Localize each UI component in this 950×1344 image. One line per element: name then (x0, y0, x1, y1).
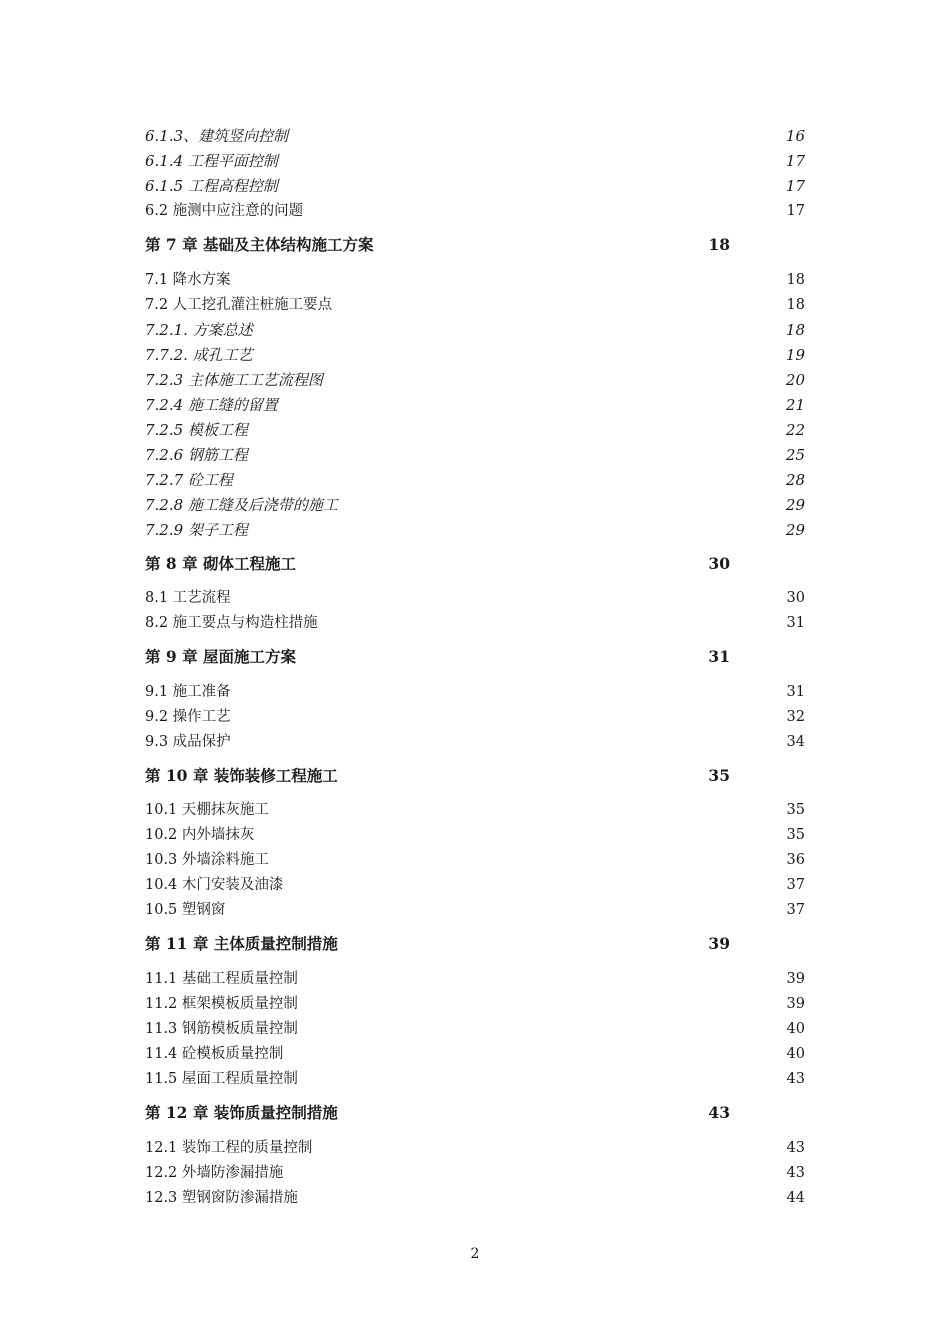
toc-entry-title: 9.1 施工准备 (145, 684, 231, 700)
toc-entry-page: 31 (786, 615, 805, 631)
toc-entry-title: 10.4 木门安装及油漆 (145, 877, 284, 893)
toc-chapter-page: 39 (708, 934, 730, 953)
toc-entry-page: 29 (785, 521, 805, 539)
toc-entry-page: 30 (786, 590, 805, 606)
toc-entry-page: 17 (785, 177, 805, 195)
toc-entry-title: 6.1.3、建筑竖向控制 (145, 127, 289, 145)
toc-entry-title: 11.1 基础工程质量控制 (145, 971, 298, 987)
toc-entry-title: 6.1.4 工程平面控制 (145, 152, 278, 170)
toc-entry-title: 7.2.4 施工缝的留置 (145, 396, 278, 414)
toc-chapter-title: 第 8 章 砌体工程施工 (145, 554, 296, 573)
toc-chapter-page: 43 (708, 1103, 730, 1122)
toc-entry-title: 11.5 屋面工程质量控制 (145, 1071, 298, 1087)
toc-entry-title: 7.7.2. 成孔工艺 (145, 346, 253, 364)
toc-entry-title: 11.4 砼模板质量控制 (145, 1046, 284, 1062)
toc-entry-page: 44 (786, 1190, 805, 1206)
toc-entry-title: 12.3 塑钢窗防渗漏措施 (145, 1190, 298, 1206)
toc-entry-title: 10.1 天棚抹灰施工 (145, 802, 269, 818)
toc-entry-title: 12.2 外墙防渗漏措施 (145, 1165, 284, 1181)
toc-entry-title: 7.1 降水方案 (145, 272, 231, 288)
toc-entry-title: 7.2.6 钢筋工程 (145, 446, 248, 464)
toc-entry-page: 21 (785, 396, 805, 414)
toc-entry-title: 7.2 人工挖孔灌注桩施工要点 (145, 297, 333, 313)
toc-entry-title: 10.5 塑钢窗 (145, 902, 226, 918)
toc-chapter-page: 31 (708, 647, 730, 666)
toc-chapter-page: 18 (708, 235, 730, 254)
toc-chapter-page: 35 (708, 766, 730, 785)
toc-chapter-title: 第 11 章 主体质量控制措施 (145, 934, 338, 953)
toc-entry-page: 35 (786, 802, 805, 818)
toc-entry-title: 7.2.9 架子工程 (145, 521, 248, 539)
page-number: 2 (470, 1246, 480, 1262)
toc-entry-page: 28 (785, 471, 805, 489)
toc-entry-page: 39 (786, 996, 805, 1012)
toc-entry-page: 17 (786, 203, 805, 219)
toc-chapter-page: 30 (708, 554, 730, 573)
toc-entry-page: 22 (785, 421, 805, 439)
toc-entry-page: 18 (785, 321, 805, 339)
toc-chapter-title: 第 7 章 基础及主体结构施工方案 (145, 235, 374, 254)
toc-entry-page: 18 (786, 297, 805, 313)
toc-entry-page: 40 (786, 1021, 805, 1037)
toc-entry-page: 37 (786, 877, 805, 893)
toc-entry-title: 8.1 工艺流程 (145, 590, 231, 606)
toc-entry-page: 43 (786, 1140, 805, 1156)
toc-entry-title: 11.2 框架模板质量控制 (145, 996, 298, 1012)
toc-entry-page: 16 (785, 127, 805, 145)
toc-entry-title: 12.1 装饰工程的质量控制 (145, 1140, 313, 1156)
toc-entry-page: 34 (786, 734, 805, 750)
toc-entry-page: 37 (786, 902, 805, 918)
toc-entry-title: 7.2.1. 方案总述 (145, 321, 253, 339)
toc-entry-page: 20 (785, 371, 805, 389)
toc-entry-page: 36 (786, 852, 805, 868)
toc-entry-title: 11.3 钢筋模板质量控制 (145, 1021, 298, 1037)
toc-entry-page: 17 (785, 152, 805, 170)
toc-entry-title: 10.3 外墙涂料施工 (145, 852, 269, 868)
toc-chapter-title: 第 10 章 装饰装修工程施工 (145, 766, 338, 785)
toc-entry-page: 43 (786, 1165, 805, 1181)
toc-entry-title: 6.2 施测中应注意的问题 (145, 203, 304, 219)
toc-entry-title: 8.2 施工要点与构造柱措施 (145, 615, 318, 631)
toc-entry-page: 32 (786, 709, 805, 725)
toc-entry-page: 25 (785, 446, 805, 464)
toc-chapter-title: 第 9 章 屋面施工方案 (145, 647, 296, 666)
toc-entry-title: 9.3 成品保护 (145, 734, 231, 750)
toc-entry-title: 9.2 操作工艺 (145, 709, 231, 725)
toc-entry-title: 7.2.7 砼工程 (145, 471, 233, 489)
toc-entry-page: 31 (786, 684, 805, 700)
toc-entry-page: 29 (785, 496, 805, 514)
toc-entry-title: 6.1.5 工程高程控制 (145, 177, 278, 195)
toc-entry-page: 18 (786, 272, 805, 288)
toc-entry-page: 39 (786, 971, 805, 987)
toc-chapter-title: 第 12 章 装饰质量控制措施 (145, 1103, 338, 1122)
toc-entry-title: 7.2.8 施工缝及后浇带的施工 (145, 496, 338, 514)
toc-entry-title: 10.2 内外墙抹灰 (145, 827, 255, 843)
toc-entry-page: 43 (786, 1071, 805, 1087)
toc-entry-title: 7.2.5 模板工程 (145, 421, 248, 439)
toc-entry-page: 19 (785, 346, 805, 364)
toc-entry-title: 7.2.3 主体施工工艺流程图 (145, 371, 323, 389)
toc-entry-page: 40 (786, 1046, 805, 1062)
toc-entry-page: 35 (786, 827, 805, 843)
